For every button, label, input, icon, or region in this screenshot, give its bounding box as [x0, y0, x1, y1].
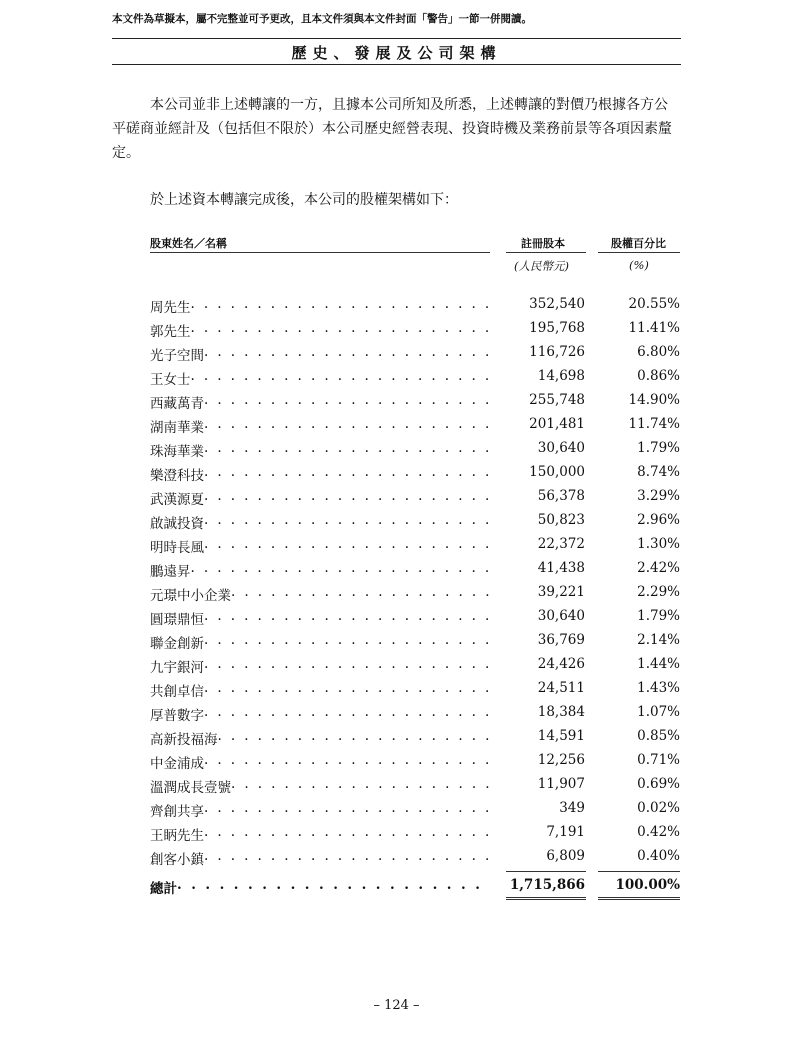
shareholding-percentage: 0.86% — [637, 368, 680, 384]
shareholding-percentage: 8.74% — [637, 464, 680, 480]
registered-capital: 201,481 — [529, 416, 585, 432]
shareholder-name-cell — [150, 656, 490, 676]
total-label-cell — [150, 877, 490, 897]
registered-capital: 14,698 — [537, 368, 585, 384]
shareholder-name: 啟誠投資 — [150, 516, 204, 532]
table-row — [150, 848, 680, 868]
registered-capital: 11,907 — [537, 776, 585, 792]
header-rule-name — [150, 252, 490, 253]
shareholder-name: 元璟中小企業 — [150, 588, 231, 604]
shareholder-name: 溫潤成長壹號 — [150, 780, 231, 796]
subtotal-rule-percentage — [598, 871, 680, 872]
shareholding-percentage: 1.44% — [637, 656, 680, 672]
total-rule-capital-1 — [506, 897, 586, 898]
draft-warning: 本文件為草擬本，屬不完整並可予更改，且本文件須與本文件封面「警告」一節一併閱讀。 — [112, 13, 532, 25]
shareholding-percentage: 2.14% — [637, 632, 680, 648]
registered-capital: 14,591 — [537, 728, 585, 744]
registered-capital: 24,511 — [537, 680, 585, 696]
dot-leader — [191, 320, 491, 340]
table-row — [150, 824, 680, 844]
registered-capital: 24,426 — [537, 656, 585, 672]
shareholder-name-cell — [150, 776, 490, 796]
table-row — [150, 800, 680, 820]
shareholding-percentage: 0.42% — [637, 824, 680, 840]
dot-leader — [231, 584, 490, 604]
shareholder-name-cell — [150, 632, 490, 652]
shareholding-percentage: 3.29% — [637, 488, 680, 504]
dot-leader — [204, 464, 490, 484]
table-row — [150, 320, 680, 340]
table-row — [150, 776, 680, 796]
shareholder-name: 高新投福海 — [150, 732, 218, 748]
shareholder-name-cell — [150, 320, 490, 340]
total-capital: 1,715,866 — [509, 877, 585, 893]
paragraph-consideration-text: 本公司並非上述轉讓的一方，且據本公司所知及所悉，上述轉讓的對價乃根據各方公平磋商並經計及（包括但不限於）本公司歷史經營表現、投資時機及業務前景等各項因素釐定。 — [112, 97, 672, 161]
paragraph-intro — [112, 188, 681, 212]
table-row — [150, 752, 680, 772]
registered-capital: 195,768 — [529, 320, 585, 336]
shareholder-name: 周先生 — [150, 300, 191, 316]
registered-capital: 18,384 — [537, 704, 585, 720]
dot-leader — [204, 344, 490, 364]
registered-capital: 6,809 — [546, 848, 585, 864]
shareholder-name: 王女士 — [150, 372, 191, 388]
total-rule-percentage-2 — [598, 899, 680, 900]
subtotal-rule-capital — [506, 871, 586, 872]
table-row — [150, 680, 680, 700]
shareholder-name-cell — [150, 368, 490, 388]
registered-capital: 30,640 — [537, 608, 585, 624]
shareholding-percentage: 0.02% — [637, 800, 680, 816]
shareholder-name: 西藏萬青 — [150, 396, 204, 412]
dot-leader — [204, 824, 490, 844]
header-registered-capital: 註冊股本 — [521, 237, 565, 250]
table-row — [150, 368, 680, 388]
shareholder-name: 中金浦成 — [150, 756, 204, 772]
shareholder-name: 王眪先生 — [150, 828, 204, 844]
dot-leader — [231, 776, 490, 796]
shareholder-name: 共創卓信 — [150, 684, 204, 700]
shareholder-name-cell — [150, 680, 490, 700]
shareholding-percentage: 0.71% — [637, 752, 680, 768]
section-title: 歷史、發展及公司架構 — [291, 44, 502, 62]
registered-capital: 7,191 — [546, 824, 585, 840]
registered-capital: 22,372 — [537, 536, 585, 552]
shareholding-percentage: 2.29% — [637, 584, 680, 600]
shareholding-percentage: 11.74% — [628, 416, 680, 432]
shareholder-name-cell — [150, 296, 490, 316]
shareholding-percentage: 1.43% — [637, 680, 680, 696]
header-percentage: 股權百分比 — [611, 237, 666, 250]
shareholder-name-cell — [150, 488, 490, 508]
shareholder-name: 圓璟鼎恒 — [150, 612, 204, 628]
table-row — [150, 656, 680, 676]
shareholder-name-cell — [150, 848, 490, 868]
header-rule-percentage — [598, 252, 680, 253]
total-percentage: 100.00% — [615, 877, 680, 893]
registered-capital: 39,221 — [537, 584, 585, 600]
registered-capital: 352,540 — [529, 296, 585, 312]
table-row — [150, 464, 680, 484]
table-row — [150, 440, 680, 460]
shareholding-percentage: 0.40% — [637, 848, 680, 864]
shareholder-name: 明時長風 — [150, 540, 204, 556]
shareholding-percentage: 2.96% — [637, 512, 680, 528]
shareholder-name: 創客小鎮 — [150, 852, 204, 868]
shareholding-percentage: 6.80% — [637, 344, 680, 360]
total-rule-capital-2 — [506, 899, 586, 900]
dot-leader — [204, 848, 490, 868]
registered-capital: 36,769 — [537, 632, 585, 648]
registered-capital: 255,748 — [529, 392, 585, 408]
table-total-row — [150, 877, 680, 897]
dot-leader — [204, 536, 490, 556]
shareholding-percentage: 1.79% — [637, 440, 680, 456]
header-rule-capital — [506, 252, 586, 253]
unit-percentage: (%) — [629, 258, 649, 272]
dot-leader — [204, 704, 490, 724]
shareholder-name-cell — [150, 728, 490, 748]
paragraph-consideration — [112, 93, 681, 165]
dot-leader — [191, 368, 491, 388]
shareholding-percentage: 14.90% — [628, 392, 680, 408]
dot-leader — [204, 416, 490, 436]
shareholder-name: 鵬遠昇 — [150, 564, 191, 580]
paragraph-intro-text: 於上述資本轉讓完成後，本公司的股權架構如下： — [150, 192, 458, 208]
dot-leader — [218, 728, 491, 748]
table-row — [150, 728, 680, 748]
shareholder-name: 珠海華業 — [150, 444, 204, 460]
shareholding-percentage: 11.41% — [628, 320, 680, 336]
shareholder-name: 聯金創新 — [150, 636, 204, 652]
table-row — [150, 488, 680, 508]
dot-leader — [204, 608, 490, 628]
shareholding-percentage: 0.85% — [637, 728, 680, 744]
table-row — [150, 704, 680, 724]
dot-leader — [204, 440, 490, 460]
registered-capital: 349 — [559, 800, 585, 816]
unit-capital: (人民幣元) — [514, 259, 569, 273]
table-row — [150, 392, 680, 412]
table-row — [150, 632, 680, 652]
shareholder-name: 齊創共享 — [150, 804, 204, 820]
table-row — [150, 296, 680, 316]
shareholding-percentage: 1.30% — [637, 536, 680, 552]
shareholder-name-cell — [150, 608, 490, 628]
shareholder-name: 厚普數字 — [150, 708, 204, 724]
shareholding-percentage: 1.07% — [637, 704, 680, 720]
registered-capital: 150,000 — [529, 464, 585, 480]
dot-leader — [204, 488, 490, 508]
registered-capital: 56,378 — [537, 488, 585, 504]
title-rule — [112, 64, 681, 65]
shareholding-percentage: 2.42% — [637, 560, 680, 576]
shareholder-name-cell — [150, 824, 490, 844]
table-row — [150, 560, 680, 580]
header-shareholder-name: 股東姓名／名稱 — [150, 237, 227, 250]
dot-leader — [204, 632, 490, 652]
dot-leader — [191, 296, 491, 316]
total-rule-percentage-1 — [598, 897, 680, 898]
registered-capital: 30,640 — [537, 440, 585, 456]
registered-capital: 116,726 — [529, 344, 585, 360]
shareholder-name-cell — [150, 440, 490, 460]
shareholder-name-cell — [150, 416, 490, 436]
shareholder-name: 湖南華業 — [150, 420, 204, 436]
shareholder-name-cell — [150, 752, 490, 772]
dot-leader — [177, 877, 490, 897]
table-row — [150, 416, 680, 436]
registered-capital: 41,438 — [537, 560, 585, 576]
shareholding-percentage: 0.69% — [637, 776, 680, 792]
registered-capital: 50,823 — [537, 512, 585, 528]
table-row — [150, 512, 680, 532]
total-label: 總計 — [150, 881, 177, 897]
table-row — [150, 344, 680, 364]
shareholder-name-cell — [150, 800, 490, 820]
dot-leader — [204, 680, 490, 700]
shareholder-name-cell — [150, 512, 490, 532]
shareholder-name-cell — [150, 464, 490, 484]
shareholder-name-cell — [150, 704, 490, 724]
dot-leader — [204, 512, 490, 532]
shareholder-name-cell — [150, 536, 490, 556]
shareholder-name: 郭先生 — [150, 324, 191, 340]
dot-leader — [204, 800, 490, 820]
shareholding-percentage: 1.79% — [637, 608, 680, 624]
shareholder-name-cell — [150, 560, 490, 580]
dot-leader — [204, 752, 490, 772]
shareholder-name-cell — [150, 344, 490, 364]
top-rule — [112, 38, 681, 39]
dot-leader — [204, 656, 490, 676]
registered-capital: 12,256 — [537, 752, 585, 768]
shareholder-name: 武漢源夏 — [150, 492, 204, 508]
dot-leader — [191, 560, 491, 580]
shareholder-name-cell — [150, 392, 490, 412]
shareholder-name: 九宇銀河 — [150, 660, 204, 676]
dot-leader — [204, 392, 490, 412]
table-row — [150, 584, 680, 604]
shareholder-name: 樂澄科技 — [150, 468, 204, 484]
table-row — [150, 608, 680, 628]
shareholding-percentage: 20.55% — [628, 296, 680, 312]
page-number: – 124 – — [373, 998, 420, 1013]
table-row — [150, 536, 680, 556]
shareholder-name-cell — [150, 584, 490, 604]
shareholder-name: 光子空間 — [150, 348, 204, 364]
